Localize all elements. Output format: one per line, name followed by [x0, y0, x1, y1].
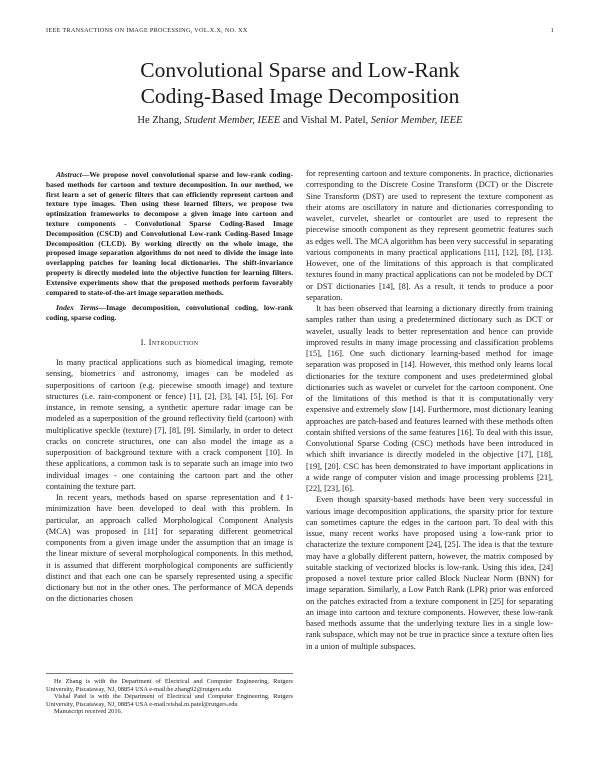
footnote-manuscript: Manuscript received 2016.: [54, 708, 123, 716]
author-1-role: Student Member, IEEE: [184, 115, 281, 126]
journal-name: IEEE TRANSACTIONS ON IMAGE PROCESSING, VOL.X.X, NO. XX: [46, 27, 248, 34]
footnotes: [46, 673, 293, 716]
author-list: [46, 115, 554, 126]
author-2-role: Senior Member, IEEE: [370, 115, 463, 126]
intro-paragraph-4: It has been observed that learning a dictionary directly from training samples rather than using a predetermined dictionary such as DCT or wavelet, usually leads to better representation and hence can provide improved results in many image processing and classification problems [15], [16]. One such dictionary learning-based method for image separation was proposed in [14]. However, this method only learns local dictionaries for the texture component and uses predetermined global dictionaries such as wavelet or curvelet for the cartoon component. One of the limitations of this method is that it is computationally very expensive and extremely slow [14]. Furthermore, most dictionary leaning approaches are patch-based and features learned with these methods often contain shifted versions of the same features [16]. To deal with this issue, Convolutional Sparse Coding (CSC) methods have been introduced in which shift invariance is directly modeled in the objective [17], [18], [19], [20]. CSC has been demonstrated to have important applications in a wide range of computer vision and image processing problems [21], [22], [23], [6].: [306, 304, 553, 493]
index-terms-lead: Index Terms: [56, 303, 99, 313]
abstract: [46, 170, 293, 297]
left-column: [46, 170, 293, 605]
author-2-name: Vishal M. Patel,: [300, 115, 369, 126]
abstract-lead: Abstract: [56, 170, 82, 179]
paper-title: [46, 57, 554, 109]
author-connector: and: [282, 115, 299, 126]
intro-paragraph-3: for representing cartoon and texture components. In practice, dictionaries corresponding to the Discrete Cosine Transform (DCT) or the Discrete Sine Transform (DST) are used to represent the texture component as their atoms are oscillatory in nature and dictionaries corresponding to wavelet, curvelet, shearlet or contourlet are used to represent the piecewise smooth component as they represent geometric features such as edges well. The MCA algorithm has been very successful in separating various components in many practical applications [11], [12], [8], [13]. However, one of the limitations of this approach is that complicated textures found in many practical applications can not be modeled by DCT or DST dictionaries [14], [8]. As a result, it tends to produce a poor separation.: [306, 169, 553, 302]
footnote-author-2: Vishal Patel is with the Department of Electrical and Computer Engineering, Rutgers University, Piscataway, NJ, 08854 USA e-mail:vishal.m.patel@rutgers.edu: [46, 693, 293, 708]
abstract-text: —We propose novel convolutional sparse and low-rank coding-based methods for cartoon and texture decomposition. In our method, we first learn a set of generic filters that can efficiently represent cartoon and texture type images. Then using these learned filters, we propose two optimization frameworks to decompose a given image into cartoon and texture components - Convolutional Sparse Coding-Based Image Decomposition (CSCD) and Convolutional Low-rank Coding-Based Image Decomposition (CLCD). By working directly on the whole image, the proposed image separation algorithms do not need to divide the image into overlapping patches for leaning local dictionaries. The shift-invariance property is directly modeled into the objective function for learning filters. Extensive experiments show that the proposed methods perform favorably compared to state-of-the-art image separation methods.: [46, 170, 293, 297]
intro-paragraph-1: In many practical applications such as biomedical imaging, remote sensing, biometrics and astronomy, images can be modeled as superpositions of cartoon (e.g. piecewise smooth image) and texture structures (i.e. rain-component or fence) [1], [2], [3], [4], [5], [6]. For instance, in remote sensing, a synthetic aperture radar image can be modeled as a superposition of the ground reflectivity field (cartoon) with multiplicative speckle (texture) [7], [8], [9]. Similarly, in order to detect cracks on concrete structures, one can also model the image as a superposition of background texture with a crack component [10]. In these applications, a common task is to separate such an image into two individual images - one containing the cartoon part and the other containing the texture part.: [46, 358, 293, 491]
right-column: [306, 168, 553, 652]
section-title: Introduction: [148, 336, 199, 347]
section-number: I.: [140, 336, 147, 347]
index-terms: [46, 303, 293, 323]
author-1-name: He Zhang,: [137, 115, 182, 126]
intro-paragraph-2: In recent years, methods based on sparse representation and ℓ1-minimization have been developed to deal with this problem. In particular, an approach called Morphological Component Analysis (MCA) was proposed in [11] for separating different geometrical components from a given image under the assumption that an image is the linear mixture of several morphological components. In this method, it is assumed that different morphological components are sufficiently distinct and that each one can be sparsely represented using a specific dictionary but not in the other ones. The performance of MCA depends on the dictionaries chosen: [46, 493, 293, 604]
intro-paragraph-5: Even though sparsity-based methods have been very successful in various image decomposition applications, the sparsity prior for texture can sometimes capture the edges in the cartoon part. To deal with this issue, many recent works have proposed using a low-rank prior to characterize the texture component [24], [25]. The idea is that the texture may have a globally different pattern, however, the matrix composed by suitable stacking of vectorized blocks is low-rank. Using this idea, [24] proposed a novel texture prior called Block Nuclear Norm (BNN) for image separation. Similarly, a Low Patch Rank (LPR) prior was enforced on the patches extracted from a texture component in [25] for separating an image into cartoon and texture components. However, these low-rank based methods assume that the underlying texture lies in a single low-rank subspace, which may not be true in practice since a texture often lies in a union of multiple subspaces.: [306, 495, 553, 651]
index-terms-text: —Image decomposition, convolutional coding, low-rank coding, sparse coding.: [46, 303, 294, 323]
section-heading-introduction: [46, 337, 293, 348]
title-line-1: Convolutional Sparse and Low-Rank: [140, 58, 460, 82]
footnote-author-1: He Zhang is with the Department of Electrical and Computer Engineering, Rutgers University, Piscataway, NJ, 08854 USA e-mail:he.zhang92@rutgers.edu: [46, 678, 293, 693]
title-line-2: Coding-Based Image Decomposition: [140, 84, 460, 108]
running-head: [46, 27, 554, 34]
page-number: 1: [550, 27, 554, 34]
